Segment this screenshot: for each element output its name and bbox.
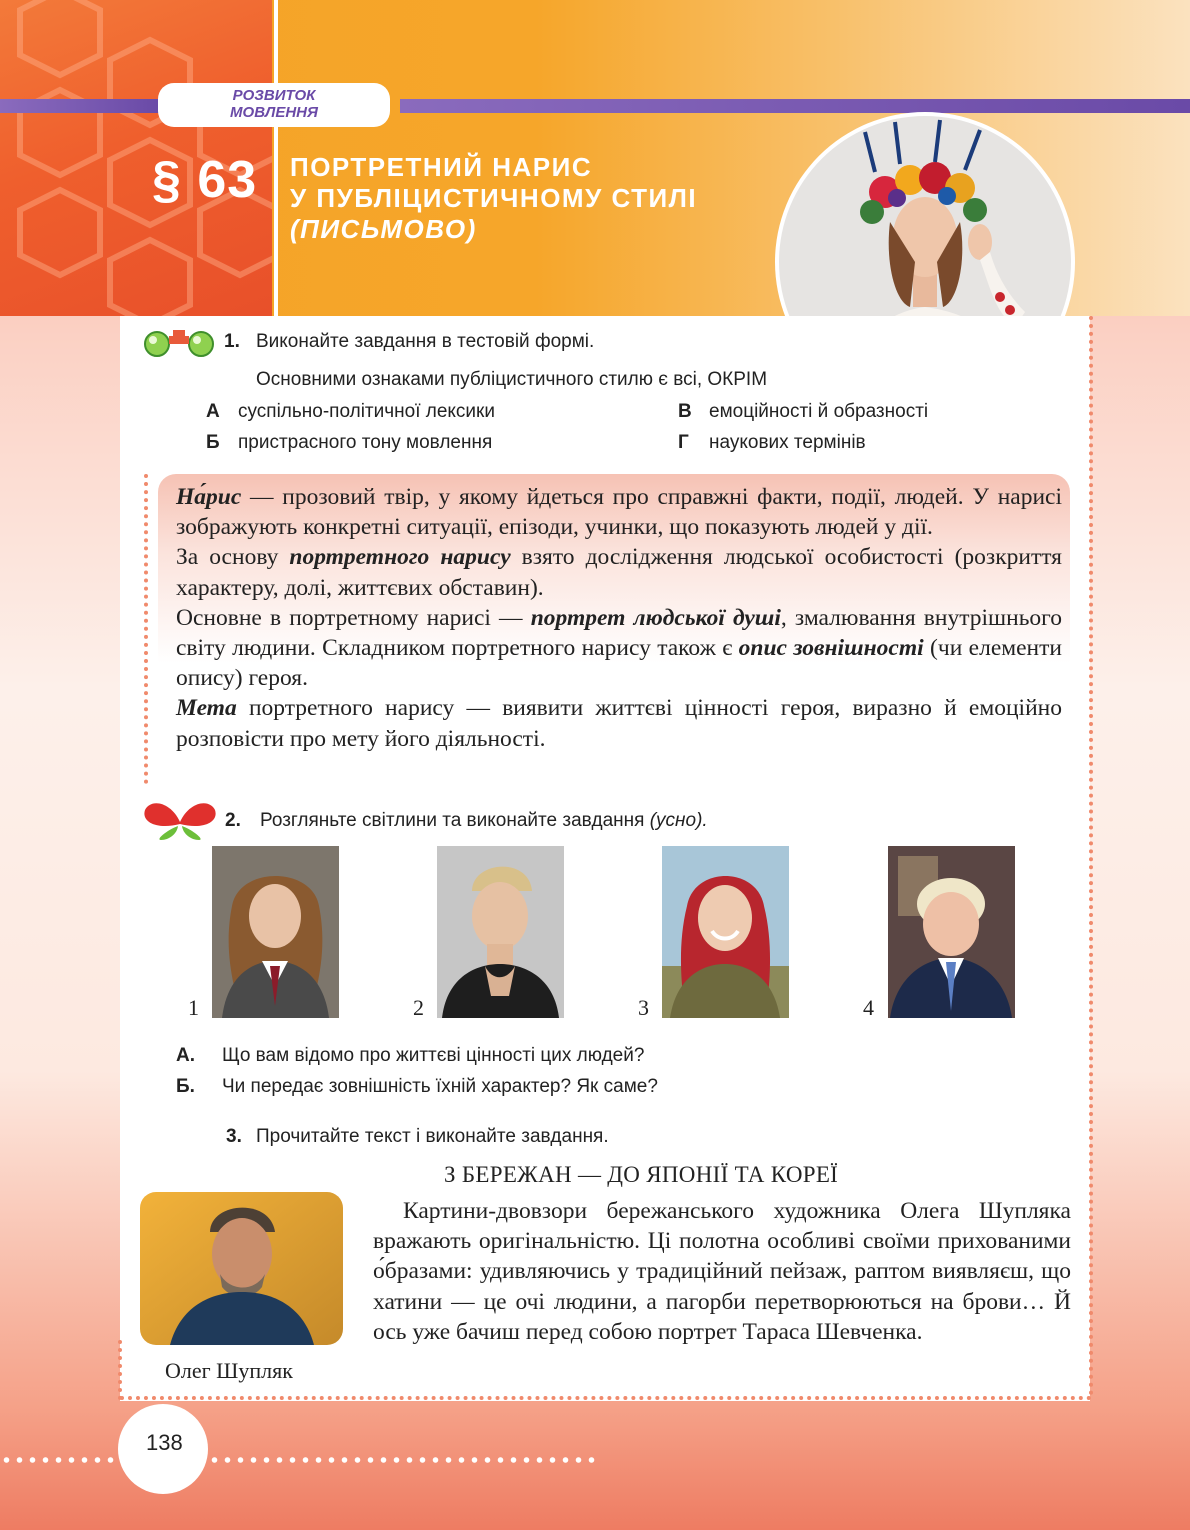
dotted-border-bottom (120, 1396, 1092, 1400)
title-line-1: ПОРТРЕТНИЙ НАРИС (290, 152, 593, 182)
article-text: Картини-двовзори бережанського художника Олега Шупляка вражають оригінальністю. Ці полотна особливі своїми прихованими о́бразами: удивляючись у традиційний пейзаж, раптом виявляєш, що хатини — це очі людини, а пагорби перетворюються на брови… Й ось уже бачиш перед собою портрет Тараса Шевченка. (373, 1198, 1071, 1345)
definition-sentence: (чи елементи опису) героя. (176, 635, 1062, 692)
footer-dots (0, 1456, 600, 1464)
badge-line-2: МОВЛЕННЯ (230, 104, 318, 121)
option-letter: В (678, 401, 692, 422)
butterfly-icon (143, 800, 217, 845)
photo-number: 3 (638, 995, 649, 1020)
term: На́рис (176, 484, 242, 510)
task1-question: Основними ознаками публіцистичного стилю є всі, ОКРІМ (256, 369, 768, 390)
question-letter: А. (176, 1045, 195, 1066)
binoculars-icon (143, 328, 215, 363)
photo-4 (888, 846, 1015, 1018)
portrait-caption: Олег Шупляк (165, 1358, 293, 1383)
option-text: суспільно-політичної лексики (238, 401, 495, 422)
photo-2 (437, 846, 564, 1018)
term: Мета (176, 695, 237, 722)
title-line-2: У ПУБЛІЦИСТИЧНОМУ СТИЛІ (290, 183, 698, 213)
task3-instruction: Прочитайте текст і виконайте завдання. (256, 1126, 609, 1147)
definition-sentence: Основне в портретному нарисі — (176, 604, 531, 631)
purple-stripe-left (0, 99, 160, 113)
purple-stripe-right (400, 99, 1190, 113)
task2-instruction-block (260, 810, 708, 832)
question-text: Чи передає зовнішність їхній характер? Як саме? (222, 1076, 658, 1097)
task2-number: 2. (225, 810, 241, 831)
photo-1 (212, 846, 339, 1018)
definition-sentence: взято дослідження людської особистості (розкриття характеру, долі, життєвих обставин). (176, 544, 1062, 601)
option-text: емоційності й образності (709, 401, 929, 422)
term: портрет людської душі (530, 604, 781, 631)
task3-number: 3. (226, 1126, 242, 1147)
woman-in-wreath-photo (775, 112, 1075, 316)
photo-number: 4 (863, 995, 874, 1020)
section-badge (158, 83, 390, 127)
option-letter: А (206, 401, 220, 422)
definition-sentence: За основу (176, 544, 290, 571)
paragraph-number: § 63 (152, 151, 258, 209)
task2-instruction-note: (усно). (649, 810, 708, 831)
task2-instruction: Розгляньте світлини та виконайте завдання (260, 810, 650, 831)
title-line-3: (ПИСЬМОВО) (290, 214, 477, 244)
definition-paragraph (176, 693, 1062, 753)
question-letter: Б. (176, 1076, 195, 1097)
header-divider (274, 0, 278, 316)
photo-number: 1 (188, 995, 199, 1020)
dotted-border-left (118, 1340, 122, 1400)
page-number: 138 (146, 1430, 183, 1455)
photo-3 (662, 846, 789, 1018)
definition-sentence: , змалювання внутрішнього світу людини. Складником портретного нарису також є (176, 604, 1062, 662)
article-title: З БЕРЕЖАН — ДО ЯПОНІЇ ТА КОРЕЇ (444, 1162, 839, 1187)
chapter-title (290, 152, 697, 245)
dotted-border-right (1089, 316, 1093, 1396)
option-text: пристрасного тону мовлення (238, 432, 493, 453)
portrait-photo (140, 1192, 343, 1345)
term: портретного нарису (289, 544, 511, 571)
task1-instruction: Виконайте завдання в тестовій формі. (256, 331, 595, 352)
task1-number: 1. (224, 331, 240, 352)
badge-line-1: РОЗВИТОК (232, 87, 316, 104)
term: опис зовнішності (738, 635, 924, 662)
photo-number: 2 (413, 995, 424, 1020)
chapter-header (0, 0, 1190, 316)
option-letter: Б (206, 432, 220, 453)
definition-paragraph (176, 482, 1062, 542)
definition-sentence: — прозовий твір, у якому йдеться про справжні факти, події, людей. У нарисі зображують конкретні ситуації, епізоди, учинки, що показують людей у дії. (176, 484, 1062, 541)
definition-sentence: портретного нарису — виявити життєві цінності героя, виразно й емоційно розповісти про мету його діяльності. (176, 695, 1062, 752)
option-letter: Г (678, 432, 689, 453)
option-text: наукових термінів (709, 432, 866, 453)
definition-text (176, 482, 1062, 754)
definition-paragraph (176, 542, 1062, 602)
definition-dotted-rule (144, 474, 148, 784)
definition-paragraph (176, 603, 1062, 694)
question-text: Що вам відомо про життєві цінності цих людей? (222, 1045, 645, 1066)
